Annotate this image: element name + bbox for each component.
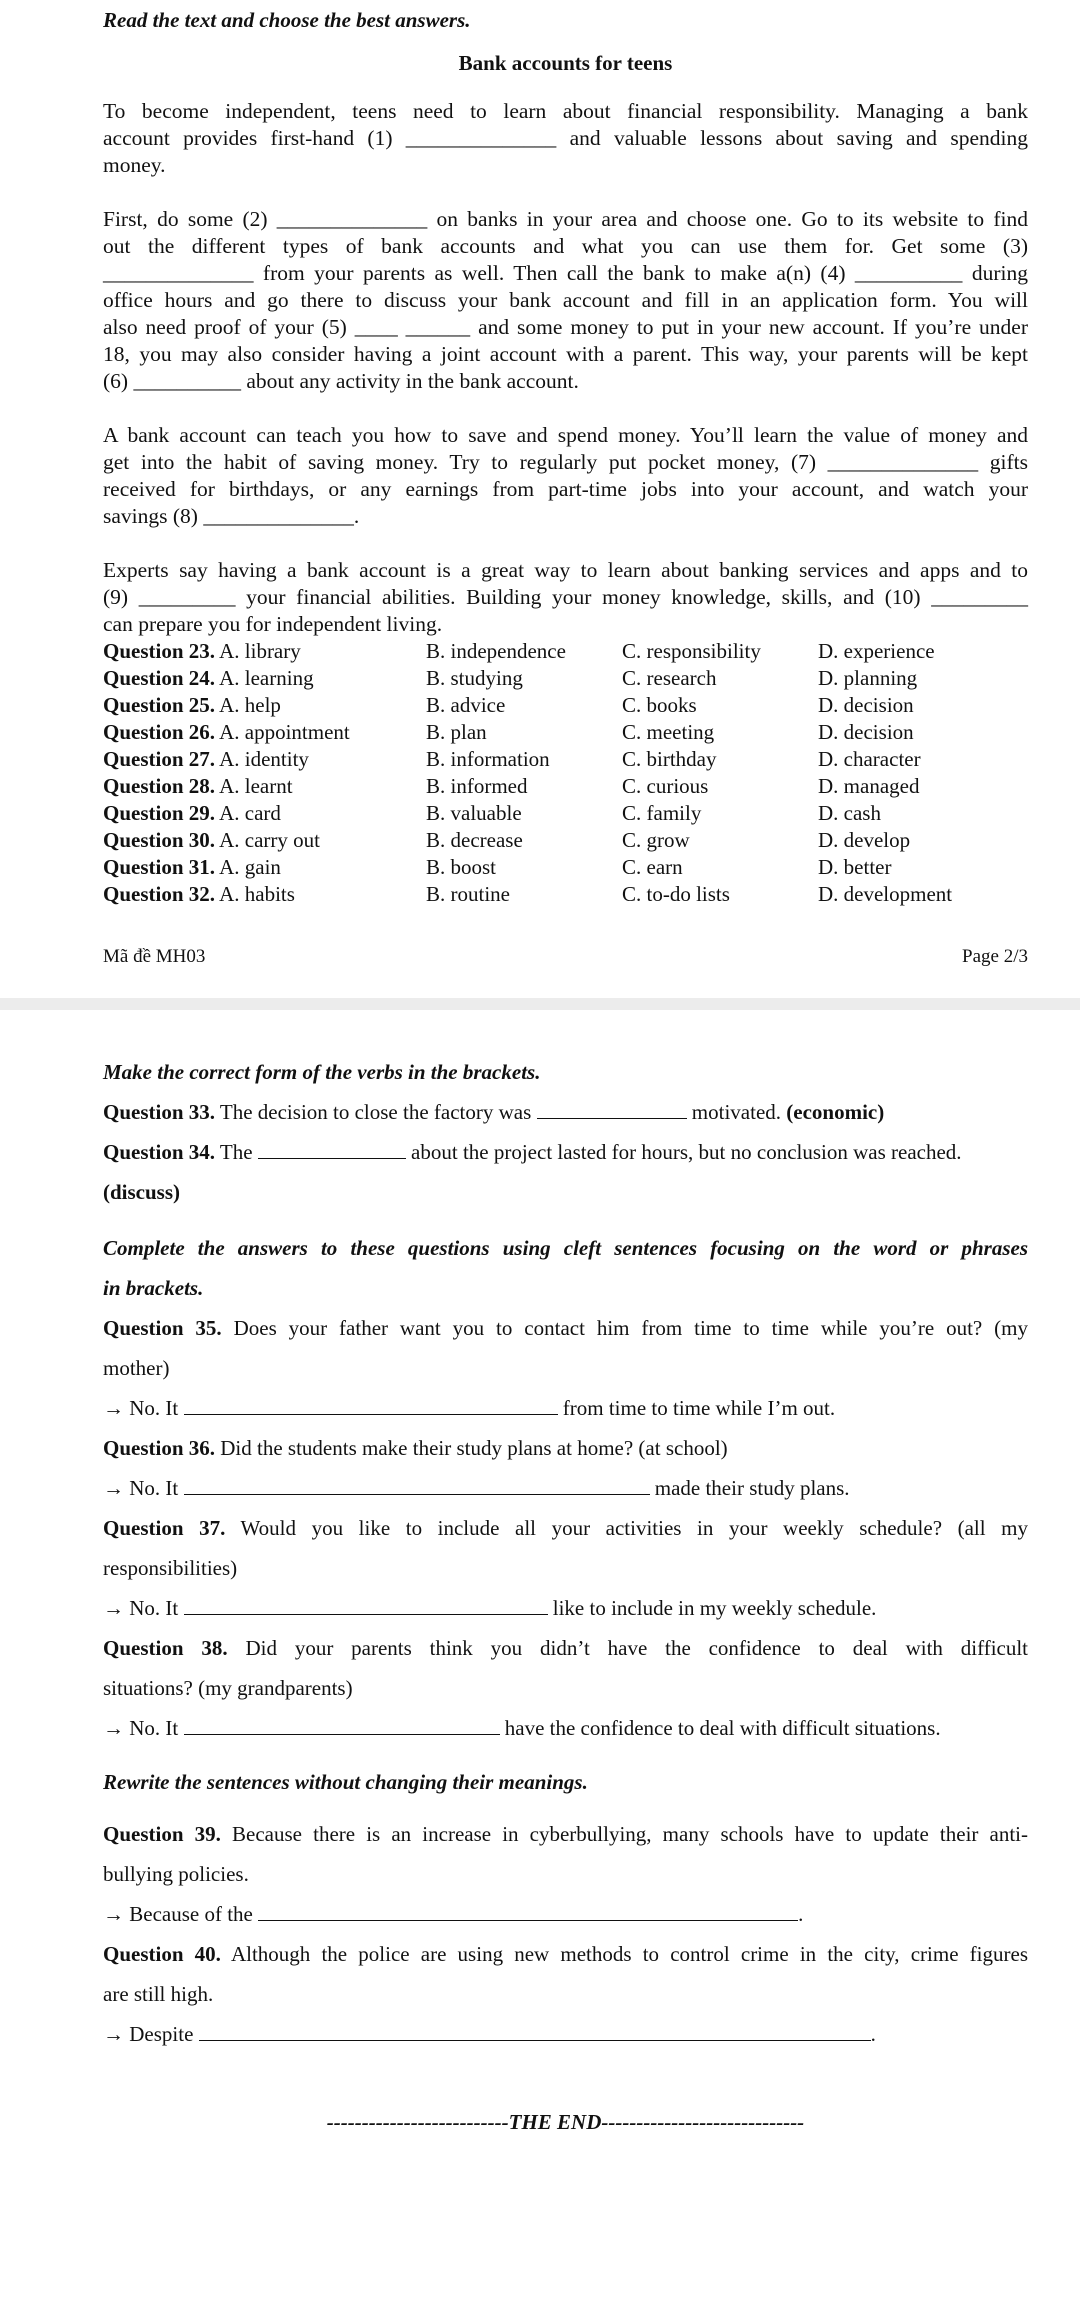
option-c[interactable]: C. curious bbox=[622, 774, 709, 798]
question-row bbox=[103, 746, 1028, 773]
passage-line: money. bbox=[103, 153, 166, 177]
option-a[interactable]: A. card bbox=[219, 801, 281, 825]
passage-line: can prepare you for independent living. bbox=[103, 612, 443, 636]
option-d[interactable]: D. planning bbox=[818, 666, 918, 690]
question-hint: (economic) bbox=[786, 1100, 885, 1124]
question-row bbox=[103, 773, 1028, 800]
question-number: Question 24. bbox=[103, 666, 216, 690]
passage-paragraph-4 bbox=[103, 557, 1028, 638]
option-a[interactable]: A. learnt bbox=[219, 774, 293, 798]
option-d[interactable]: D. decision bbox=[818, 720, 914, 744]
question-number: Question 34. bbox=[103, 1140, 216, 1164]
page-separator bbox=[0, 998, 1080, 1010]
question-row bbox=[103, 692, 1028, 719]
question-number: Question 40. bbox=[103, 1942, 221, 1966]
option-c[interactable]: C. research bbox=[622, 666, 717, 690]
question-row bbox=[103, 827, 1028, 854]
passage-line: A bank account can teach you how to save and spend money. You’ll learn the value of money and bbox=[103, 423, 1028, 447]
option-a[interactable]: A. gain bbox=[219, 855, 281, 879]
question-38: Question 38. Did your parents think you didn’t have the confidence to deal with difficult bbox=[103, 1636, 1029, 1660]
option-a[interactable]: A. appointment bbox=[219, 720, 350, 744]
question-34-hint: (discuss) bbox=[103, 1180, 181, 1204]
option-c[interactable]: C. grow bbox=[622, 828, 690, 852]
option-b[interactable]: B. boost bbox=[426, 855, 497, 879]
option-a[interactable]: A. help bbox=[219, 693, 281, 717]
passage-line: To become independent, teens need to learn about financial responsibility. Managing a bank bbox=[103, 99, 1028, 123]
question-number: Question 30. bbox=[103, 828, 216, 852]
passage-line: 18, you may also consider having a joint account with a parent. This way, your parents will be kept bbox=[103, 342, 1028, 366]
question-row bbox=[103, 881, 1028, 908]
option-d[interactable]: D. develop bbox=[818, 828, 911, 852]
option-b[interactable]: B. valuable bbox=[426, 801, 522, 825]
exam-code: Mã đề MH03 bbox=[103, 946, 206, 967]
option-b[interactable]: B. advice bbox=[426, 693, 506, 717]
question-37-cont: responsibilities) bbox=[103, 1556, 238, 1580]
answer-blank[interactable] bbox=[537, 1100, 687, 1119]
option-a[interactable]: A. carry out bbox=[219, 828, 320, 852]
option-c[interactable]: C. earn bbox=[622, 855, 683, 879]
question-row bbox=[103, 638, 1028, 665]
question-40-answer: → Despite . bbox=[103, 2022, 876, 2046]
passage-line: account provides first-hand (1) ______________ and valuable lessons about saving and spending bbox=[103, 126, 1028, 150]
verb-form-instruction: Make the correct form of the verbs in the brackets. bbox=[103, 1060, 541, 1084]
question-row bbox=[103, 719, 1028, 746]
question-number: Question 36. bbox=[103, 1436, 216, 1460]
question-number: Question 32. bbox=[103, 882, 216, 906]
reading-instruction: Read the text and choose the best answers. bbox=[103, 8, 471, 32]
question-33: Question 33. The decision to close the factory was motivated. (economic) bbox=[103, 1100, 885, 1124]
option-d[interactable]: D. managed bbox=[818, 774, 920, 798]
question-34: Question 34. The about the project lasted for hours, but no conclusion was reached. bbox=[103, 1140, 962, 1164]
option-d[interactable]: D. better bbox=[818, 855, 892, 879]
question-number: Question 23. bbox=[103, 639, 216, 663]
question-36: Question 36. Did the students make their study plans at home? (at school) bbox=[103, 1436, 728, 1460]
option-b[interactable]: B. informed bbox=[426, 774, 528, 798]
option-b[interactable]: B. information bbox=[426, 747, 550, 771]
answer-blank[interactable] bbox=[258, 1902, 798, 1921]
passage-line: Experts say having a bank account is a great way to learn about banking services and apps and to bbox=[103, 558, 1028, 582]
question-number: Question 35. bbox=[103, 1316, 222, 1340]
option-a[interactable]: A. learning bbox=[219, 666, 314, 690]
option-c[interactable]: C. birthday bbox=[622, 747, 717, 771]
question-number: Question 28. bbox=[103, 774, 216, 798]
question-number: Question 25. bbox=[103, 693, 216, 717]
question-36-answer: → No. It made their study plans. bbox=[103, 1476, 850, 1500]
cleft-instruction-cont: in brackets. bbox=[103, 1276, 204, 1300]
question-35-cont: mother) bbox=[103, 1356, 170, 1380]
question-40-cont: are still high. bbox=[103, 1982, 214, 2006]
question-number: Question 37. bbox=[103, 1516, 226, 1540]
question-35-answer: → No. It from time to time while I’m out. bbox=[103, 1396, 836, 1420]
option-c[interactable]: C. meeting bbox=[622, 720, 715, 744]
option-b[interactable]: B. studying bbox=[426, 666, 523, 690]
question-row bbox=[103, 854, 1028, 881]
option-c[interactable]: C. family bbox=[622, 801, 702, 825]
answer-blank[interactable] bbox=[199, 2022, 871, 2041]
passage-paragraph-2 bbox=[103, 206, 1028, 395]
option-b[interactable]: B. plan bbox=[426, 720, 487, 744]
question-number: Question 29. bbox=[103, 801, 216, 825]
exam-page-2 bbox=[0, 1010, 1080, 2323]
option-c[interactable]: C. to-do lists bbox=[622, 882, 730, 906]
passage-line: get into the habit of saving money. Try to regularly put pocket money, (7) ______________ gifts bbox=[103, 450, 1028, 474]
question-37-answer: → No. It like to include in my weekly schedule. bbox=[103, 1596, 877, 1620]
question-number: Question 38. bbox=[103, 1636, 228, 1660]
question-39: Question 39. Because there is an increase in cyberbullying, many schools have to update their anti- bbox=[103, 1822, 1029, 1846]
option-d[interactable]: D. experience bbox=[818, 639, 935, 663]
question-number: Question 26. bbox=[103, 720, 216, 744]
question-row bbox=[103, 665, 1028, 692]
option-a[interactable]: A. identity bbox=[219, 747, 309, 771]
question-39-cont: bullying policies. bbox=[103, 1862, 249, 1886]
answer-blank[interactable] bbox=[258, 1140, 406, 1159]
answer-blank[interactable] bbox=[184, 1596, 548, 1615]
grammar-section bbox=[103, 1052, 1028, 2142]
passage-line: also need proof of your (5) ____ ______ and some money to put in your new account. If you’re under bbox=[103, 315, 1028, 339]
option-c[interactable]: C. responsibility bbox=[622, 639, 761, 663]
passage-line: (6) __________ about any activity in the bank account. bbox=[103, 369, 579, 393]
answer-options-table bbox=[103, 638, 1028, 908]
reading-section bbox=[103, 8, 1028, 908]
option-d[interactable]: D. character bbox=[818, 747, 921, 771]
passage-paragraph-3 bbox=[103, 422, 1028, 530]
the-end: --------------------------THE END----------------------------- bbox=[326, 2110, 805, 2134]
question-number: Question 27. bbox=[103, 747, 216, 771]
rewrite-instruction: Rewrite the sentences without changing their meanings. bbox=[103, 1770, 588, 1794]
page-number: Page 2/3 bbox=[962, 946, 1028, 967]
answer-blank[interactable] bbox=[184, 1396, 558, 1415]
passage-line: received for birthdays, or any earnings from part-time jobs into your account, and watch your bbox=[103, 477, 1028, 501]
option-a[interactable]: A. habits bbox=[219, 882, 295, 906]
question-37: Question 37. Would you like to include all your activities in your weekly schedule? (all my bbox=[103, 1516, 1028, 1540]
passage-line: (9) _________ your financial abilities. Building your money knowledge, skills, and (10) _________ bbox=[103, 585, 1028, 609]
passage-line: savings (8) ______________. bbox=[103, 504, 360, 528]
question-number: Question 39. bbox=[103, 1822, 221, 1846]
exam-page-1 bbox=[0, 0, 1080, 998]
passage-paragraph-1 bbox=[103, 98, 1028, 179]
question-row bbox=[103, 800, 1028, 827]
answer-blank[interactable] bbox=[184, 1476, 650, 1495]
passage-line: office hours and go there to discuss your bank account and fill in an application form. You will bbox=[103, 288, 1028, 312]
passage-line: First, do some (2) ______________ on banks in your area and choose one. Go to its website to find bbox=[103, 207, 1028, 231]
option-b[interactable]: B. decrease bbox=[426, 828, 523, 852]
option-d[interactable]: D. cash bbox=[818, 801, 881, 825]
passage-line: ______________ from your parents as well. Then call the bank to make a(n) (4) __________ during bbox=[103, 261, 1028, 285]
option-b[interactable]: B. independence bbox=[426, 639, 566, 663]
cleft-instruction: Complete the answers to these questions using cleft sentences focusing on the word or phrases bbox=[103, 1236, 1028, 1260]
option-c[interactable]: C. books bbox=[622, 693, 697, 717]
option-d[interactable]: D. decision bbox=[818, 693, 914, 717]
question-39-answer: → Because of the . bbox=[103, 1902, 804, 1926]
passage-line: out the different types of bank accounts and what you can use them for. Get some (3) bbox=[103, 234, 1028, 258]
question-number: Question 31. bbox=[103, 855, 216, 879]
question-38-cont: situations? (my grandparents) bbox=[103, 1676, 353, 1700]
answer-blank[interactable] bbox=[184, 1716, 500, 1735]
option-b[interactable]: B. routine bbox=[426, 882, 510, 906]
option-a[interactable]: A. library bbox=[219, 639, 301, 663]
question-number: Question 33. bbox=[103, 1100, 216, 1124]
question-40: Question 40. Although the police are using new methods to control crime in the city, crime figures bbox=[103, 1942, 1028, 1966]
question-38-answer: → No. It have the confidence to deal with difficult situations. bbox=[103, 1716, 941, 1740]
passage-title: Bank accounts for teens bbox=[458, 51, 673, 75]
question-35: Question 35. Does your father want you to contact him from time to time while you’re out? (my bbox=[103, 1316, 1028, 1340]
option-d[interactable]: D. development bbox=[818, 882, 953, 906]
